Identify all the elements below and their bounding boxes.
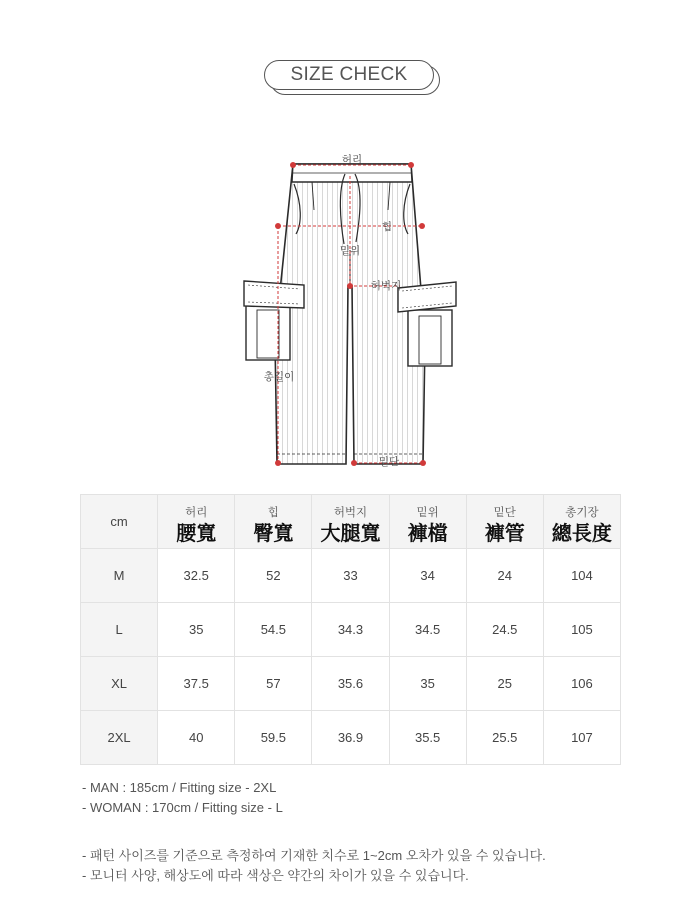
size-check-title: SIZE CHECK <box>264 60 434 90</box>
pants-measurement-diagram <box>230 140 470 480</box>
label-length: 총길이 <box>263 371 295 383</box>
table-cell: 24 <box>466 549 543 603</box>
table-cell: 33 <box>312 549 389 603</box>
table-cell: 106 <box>543 657 620 711</box>
label-rise: 밑위 <box>339 245 361 257</box>
table-cell: 37.5 <box>158 657 235 711</box>
row-size-label: 2XL <box>81 711 158 765</box>
row-size-label: M <box>81 549 158 603</box>
table-cell: 34.5 <box>389 603 466 657</box>
table-cell: 59.5 <box>235 711 312 765</box>
table-cell: 54.5 <box>235 603 312 657</box>
label-thigh: 허벅지 <box>370 280 402 292</box>
column-header-length: 총기장 總長度 <box>543 495 620 549</box>
table-cell: 35 <box>158 603 235 657</box>
disclaimer-measurement: - 패턴 사이즈를 기준으로 측정하여 기재한 치수로 1~2cm 오차가 있을 수 있습니다. <box>82 848 546 863</box>
column-header-waist: 허리 腰寬 <box>158 495 235 549</box>
table-corner: cm <box>81 495 158 549</box>
table-cell: 35.5 <box>389 711 466 765</box>
fitting-notes <box>82 778 283 818</box>
table-cell: 32.5 <box>158 549 235 603</box>
table-cell: 52 <box>235 549 312 603</box>
table-header-row <box>81 495 621 549</box>
table-cell: 25 <box>466 657 543 711</box>
table-cell: 34 <box>389 549 466 603</box>
table-row <box>81 549 621 603</box>
row-size-label: XL <box>81 657 158 711</box>
label-hem: 밑단 <box>378 456 400 468</box>
row-size-label: L <box>81 603 158 657</box>
disclaimer-color: - 모니터 사양, 해상도에 따라 색상은 약간의 차이가 있을 수 있습니다. <box>82 868 469 883</box>
fit-note-man: - MAN : 185cm / Fitting size - 2XL <box>82 780 277 795</box>
table-cell: 25.5 <box>466 711 543 765</box>
table-row <box>81 603 621 657</box>
size-table <box>80 494 621 765</box>
table-row <box>81 711 621 765</box>
table-cell: 104 <box>543 549 620 603</box>
label-waist: 허리 <box>341 154 363 166</box>
table-cell: 35.6 <box>312 657 389 711</box>
table-cell: 107 <box>543 711 620 765</box>
table-cell: 40 <box>158 711 235 765</box>
size-check-header <box>264 60 440 96</box>
table-cell: 34.3 <box>312 603 389 657</box>
column-header-thigh: 허벅지 大腿寬 <box>312 495 389 549</box>
label-hip: 힙 <box>381 221 393 233</box>
table-cell: 57 <box>235 657 312 711</box>
column-header-hem: 밑단 褲管 <box>466 495 543 549</box>
column-header-rise: 밑위 褲檔 <box>389 495 466 549</box>
table-cell: 24.5 <box>466 603 543 657</box>
table-cell: 35 <box>389 657 466 711</box>
column-header-hip: 힙 臀寬 <box>235 495 312 549</box>
table-row <box>81 657 621 711</box>
disclaimer-notes <box>82 846 546 886</box>
table-cell: 36.9 <box>312 711 389 765</box>
table-cell: 105 <box>543 603 620 657</box>
fit-note-woman: - WOMAN : 170cm / Fitting size - L <box>82 800 283 815</box>
